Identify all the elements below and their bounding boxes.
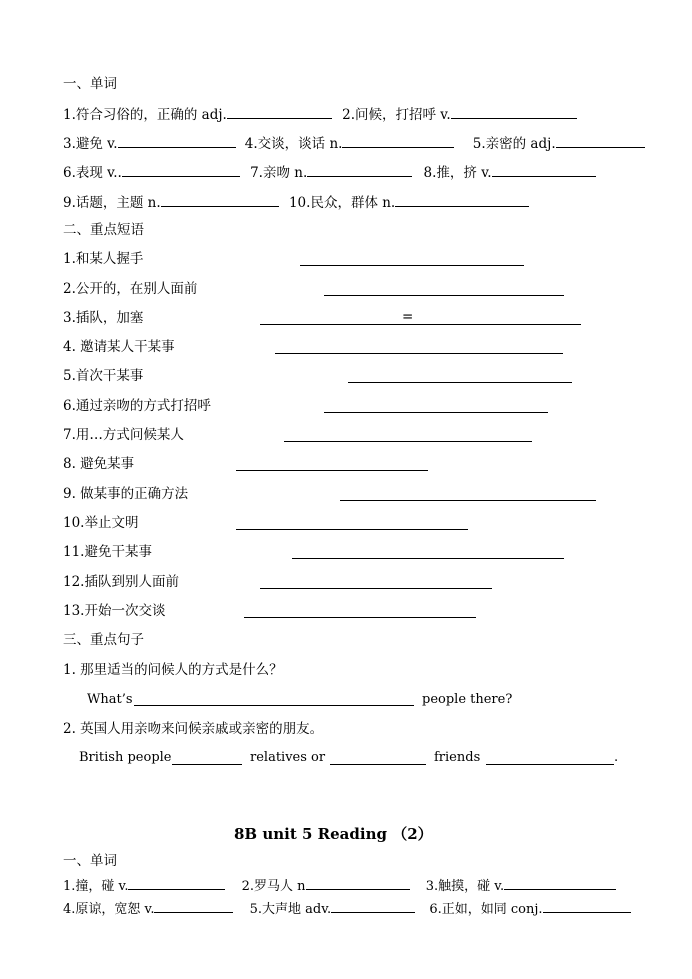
phrase-label-3: 3.插队，加塞 <box>63 310 144 326</box>
word2-label-4: 4.原谅，宽恕 v. <box>63 902 155 917</box>
word-blank-8[interactable] <box>492 163 596 177</box>
phrase-blank-6[interactable] <box>324 411 548 413</box>
word-label-4: 4.交谈，谈话 n. <box>244 136 343 152</box>
word-label-8: 8.推，挤 v. <box>423 165 492 181</box>
word-label-7: 7.亲吻 n. <box>250 165 308 181</box>
word-blank-3[interactable] <box>118 134 236 148</box>
word-label-2: 2.问候，打招呼 v. <box>342 107 451 123</box>
word-item-3 <box>63 134 645 152</box>
word2-label-6: 6.正如，如同 conj. <box>429 902 543 917</box>
word2-blank-5[interactable] <box>331 899 415 913</box>
sentence-2-blank-1[interactable] <box>172 763 242 765</box>
section-phrases-heading: 二、重点短语 <box>63 222 144 238</box>
sentence-1-english-end: people there? <box>422 692 513 707</box>
section-sentences-heading: 三、重点句子 <box>63 632 144 648</box>
phrase-blank-12[interactable] <box>260 587 492 589</box>
phrase-blank-10[interactable] <box>236 528 468 530</box>
word-label-1: 1.符合习俗的，正确的 adj. <box>63 107 227 123</box>
word-blank-6[interactable] <box>122 163 240 177</box>
word2-blank-6[interactable] <box>543 899 631 913</box>
word2-blank-2[interactable] <box>306 876 410 890</box>
phrase-blank-13[interactable] <box>244 616 476 618</box>
word2-blank-3[interactable] <box>504 876 616 890</box>
word-blank-5[interactable] <box>556 134 645 148</box>
phrase-blank-1[interactable] <box>300 264 524 266</box>
sentence-1-blank[interactable] <box>134 704 414 706</box>
phrase-label-8: 8. 避免某事 <box>63 456 135 472</box>
phrase-blank-3[interactable] <box>260 323 581 325</box>
phrase-blank-5[interactable] <box>348 381 572 383</box>
word2-row-1 <box>63 876 616 895</box>
word-label-9: 9.话题，主题 n. <box>63 195 161 211</box>
sentence-2-english-mid: relatives or <box>250 750 326 765</box>
word2-label-2: 2.罗马人 n <box>241 879 306 894</box>
word2-blank-4[interactable] <box>154 899 233 913</box>
phrase-label-5: 5.首次干某事 <box>63 368 144 384</box>
phrase-3-equals: = <box>402 309 414 325</box>
phrase-label-13: 13.开始一次交谈 <box>63 603 166 619</box>
word-blank-10[interactable] <box>395 193 529 207</box>
sentence-2-blank-2[interactable] <box>330 763 426 765</box>
sentence-2-chinese: 2. 英国人用亲吻来问候亲戚或亲密的朋友。 <box>63 721 324 737</box>
sentence-2-english-start: British people <box>79 750 172 765</box>
phrase-label-4: 4. 邀请某人干某事 <box>63 339 175 355</box>
phrase-blank-9[interactable] <box>340 499 596 501</box>
phrase-label-2: 2.公开的，在别人面前 <box>63 281 198 297</box>
phrase-blank-11[interactable] <box>292 557 564 559</box>
word-item-1 <box>63 105 577 123</box>
word-blank-2[interactable] <box>451 105 577 119</box>
word2-row-2 <box>63 899 631 918</box>
word-label-3: 3.避免 v. <box>63 136 118 152</box>
page-title: 8B unit 5 Reading （2） <box>234 825 433 843</box>
word-blank-9[interactable] <box>161 193 279 207</box>
word2-blank-1[interactable] <box>128 876 225 890</box>
section-words-heading-2: 一、单词 <box>63 853 117 869</box>
word2-label-5: 5.大声地 adv. <box>249 902 332 917</box>
sentence-2-english-friends: friends <box>434 750 481 765</box>
sentence-2-blank-3[interactable] <box>486 763 614 765</box>
word-blank-1[interactable] <box>227 105 332 119</box>
section-words-heading: 一、单词 <box>63 76 117 92</box>
phrase-label-12: 12.插队到别人面前 <box>63 574 179 590</box>
phrase-label-11: 11.避免干某事 <box>63 544 152 560</box>
phrase-blank-8[interactable] <box>236 469 428 471</box>
word-label-10: 10.民众，群体 n. <box>288 195 396 211</box>
phrase-label-7: 7.用…方式问候某人 <box>63 427 184 443</box>
phrase-blank-2[interactable] <box>324 294 564 296</box>
word-item-6 <box>63 163 596 181</box>
word2-label-1: 1.撞，碰 v. <box>63 879 129 894</box>
sentence-1-chinese: 1. 那里适当的问候人的方式是什么？ <box>63 662 283 678</box>
phrase-label-6: 6.通过亲吻的方式打招呼 <box>63 398 211 414</box>
word2-label-3: 3.触摸，碰 v. <box>425 879 505 894</box>
phrase-blank-7[interactable] <box>284 440 532 442</box>
phrase-blank-4[interactable] <box>275 352 563 354</box>
word-item-9 <box>63 193 529 211</box>
phrase-label-1: 1.和某人握手 <box>63 251 144 267</box>
word-blank-4[interactable] <box>342 134 454 148</box>
word-blank-7[interactable] <box>307 163 412 177</box>
sentence-2-period: . <box>614 750 619 765</box>
word-label-5: 5.亲密的 adj. <box>472 136 556 152</box>
word-label-6: 6.表现 v.. <box>63 165 122 181</box>
phrase-label-10: 10.举止文明 <box>63 515 139 531</box>
sentence-1-english-start: What’s <box>87 692 133 707</box>
phrase-label-9: 9. 做某事的正确方法 <box>63 486 189 502</box>
